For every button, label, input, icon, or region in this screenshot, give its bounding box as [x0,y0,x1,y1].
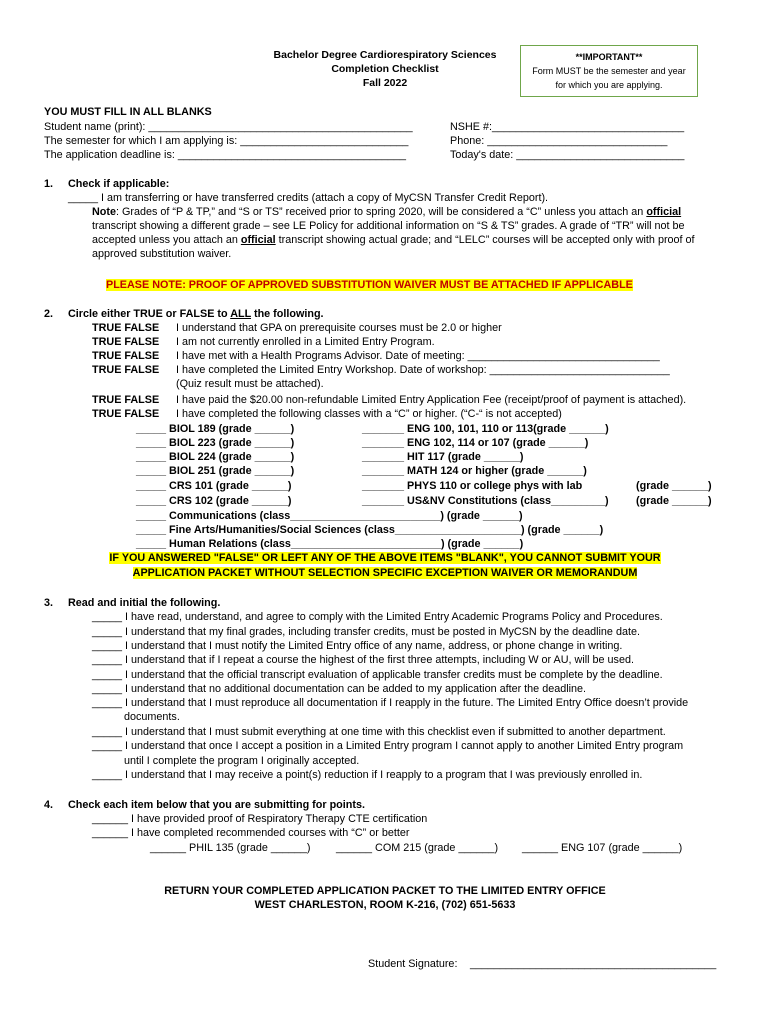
phys-grade[interactable]: (grade ______) [636,480,712,492]
course-eng-102[interactable]: _______ ENG 102, 114 or 107 (grade ______) [362,437,589,449]
initial-line-continuation: documents. [124,711,180,723]
section-2-heading-a: Circle either TRUE or FALSE to [68,308,231,320]
deadline-field[interactable]: The application deadline is: ______________________________________ [44,149,407,161]
course-biol-251[interactable]: _____ BIOL 251 (grade ______) [136,465,295,477]
return-instructions-2: WEST CHARLESTON, ROOM K-216, (702) 651-5633 [254,899,516,911]
title-line-1: Bachelor Degree Cardiorespiratory Sciences [273,49,497,61]
warning-line-2 [0,566,770,580]
course-eng-107[interactable]: ______ ENG 107 (grade ______) [522,842,683,854]
true-false-options[interactable]: TRUE FALSE [92,350,160,362]
statement-advisor-meeting[interactable]: I have met with a Health Programs Advisor. Date of meeting: ________________________________ [176,350,660,362]
transfer-credits-line[interactable]: _____ I am transferring or have transferred credits (attach a copy of MyCSN Transfer Credit Report). [68,192,549,204]
note-line-3 [92,233,695,247]
statement-quiz-result: (Quiz result must be attached). [176,378,324,390]
warning-line-1 [0,551,770,565]
fill-blanks-heading: YOU MUST FILL IN ALL BLANKS [44,106,212,118]
phone-field[interactable]: Phone: ______________________________ [450,135,668,147]
warning-text-2: APPLICATION PACKET WITHOUT SELECTION SPECIFIC EXCEPTION WAIVER OR MEMORANDUM [132,567,638,579]
important-line-1: Form MUST be the semester and year [532,66,686,76]
initial-line[interactable]: _____ I understand that the official transcript evaluation of applicable transfer credits must be complete by the deadline. [92,669,663,681]
title-line-3: Fall 2022 [362,77,408,89]
section-4-heading: Check each item below that you are submitting for points. [68,799,365,811]
initial-line[interactable]: _____ I understand that I must reproduce all documentation if I reapply in the future. The Limited Entry Office doesn’t provide [92,697,689,709]
please-note-text: PLEASE NOTE: PROOF OF APPROVED SUBSTITUTION WAIVER MUST BE ATTACHED IF APPLICABLE [106,279,633,291]
course-human-relations[interactable]: _____ Human Relations (class_________________________) (grade ______) [136,538,524,550]
course-biol-224[interactable]: _____ BIOL 224 (grade ______) [136,451,295,463]
initial-line[interactable]: _____ I have read, understand, and agree to comply with the Limited Entry Academic Programs Policy and Procedures. [92,611,663,623]
note-text: : Grades of “P & TP,” and “S or TS” received prior to spring 2020, will be considered a “C” unless you attach an [116,206,647,218]
important-notice-box [520,45,698,97]
initial-line-continuation: until I complete the program I originally accepted. [124,755,360,767]
please-note-banner [106,278,633,292]
official-emphasis-1: official [646,206,682,218]
nshe-field[interactable]: NSHE #:________________________________ [450,121,685,133]
course-hit-117[interactable]: _______ HIT 117 (grade ______) [362,451,524,463]
note-line-4: approved substitution waiver. [92,248,232,260]
section-3-number: 3. [44,597,54,609]
signature-field[interactable]: _________________________________________ [470,958,717,970]
important-title: **IMPORTANT** [575,52,643,62]
course-phil-135[interactable]: ______ PHIL 135 (grade ______) [150,842,311,854]
initial-line[interactable]: _____ I understand that once I accept a position in a Limited Entry program I cannot apply to another Limited Entry program [92,740,684,752]
section-2-heading-b: the following. [250,308,324,320]
note-line-3a: accepted unless you attach an [92,234,241,246]
section-1-number: 1. [44,178,54,190]
course-crs-102[interactable]: _____ CRS 102 (grade ______) [136,495,292,507]
course-com-215[interactable]: ______ COM 215 (grade ______) [336,842,499,854]
true-false-options[interactable]: TRUE FALSE [92,364,160,376]
course-phys-110[interactable]: _______ PHYS 110 or college phys with lab [362,480,583,492]
title-line-2: Completion Checklist [331,63,439,75]
student-name-field[interactable]: Student name (print): ____________________________________________ [44,121,413,133]
course-eng-100[interactable]: _______ ENG 100, 101, 110 or 113(grade ______) [362,423,609,435]
initial-line[interactable]: _____ I understand that I must submit everything at one time with this checklist even if submitted to another department. [92,726,666,738]
cte-certification-line[interactable]: ______ I have provided proof of Respiratory Therapy CTE certification [92,813,428,825]
statement-not-enrolled: I am not currently enrolled in a Limited Entry Program. [176,336,435,348]
recommended-courses-line: ______ I have completed recommended courses with “C” or better [92,827,410,839]
statement-gpa: I understand that GPA on prerequisite courses must be 2.0 or higher [176,322,502,334]
section-3-heading: Read and initial the following. [68,597,221,609]
course-communications[interactable]: _____ Communications (class_________________________) (grade ______) [136,510,523,522]
section-4-number: 4. [44,799,54,811]
return-instructions-1: RETURN YOUR COMPLETED APPLICATION PACKET TO THE LIMITED ENTRY OFFICE [164,885,606,897]
note-label: Note [92,206,116,218]
statement-completed-classes: I have completed the following classes with a “C” or higher. (“C-“ is not accepted) [176,408,562,420]
true-false-options[interactable]: TRUE FALSE [92,322,160,334]
initial-line[interactable]: _____ I understand that I may receive a point(s) reduction if I reapply to a program that I was previously enrolled in. [92,769,643,781]
us-nv-grade[interactable]: (grade ______) [636,495,712,507]
section-2-heading-all: ALL [230,308,251,320]
course-crs-101[interactable]: _____ CRS 101 (grade ______) [136,480,292,492]
true-false-options[interactable]: TRUE FALSE [92,336,160,348]
statement-workshop[interactable]: I have completed the Limited Entry Workshop. Date of workshop: ______________________________ [176,364,670,376]
semester-field[interactable]: The semester for which I am applying is: ____________________________ [44,135,409,147]
statement-application-fee: I have paid the $20.00 non-refundable Limited Entry Application Fee (receipt/proof of payment is attached). [176,394,687,406]
section-2-number: 2. [44,308,54,320]
initial-line[interactable]: _____ I understand that I must notify the Limited Entry office of any name, address, or phone change in writing. [92,640,623,652]
true-false-options[interactable]: TRUE FALSE [92,394,160,406]
todays-date-field[interactable]: Today's date: ____________________________ [450,149,685,161]
note-line [92,205,681,219]
course-math-124[interactable]: _______ MATH 124 or higher (grade ______) [362,465,587,477]
course-biol-189[interactable]: _____ BIOL 189 (grade ______) [136,423,295,435]
initial-line[interactable]: _____ I understand that if I repeat a course the highest of the first three attempts, including W or AU, will be used. [92,654,634,666]
course-biol-223[interactable]: _____ BIOL 223 (grade ______) [136,437,295,449]
warning-text-1: IF YOU ANSWERED "FALSE" OR LEFT ANY OF THE ABOVE ITEMS "BLANK", YOU CANNOT SUBMIT YOUR [109,552,661,564]
initial-line[interactable]: _____ I understand that no additional documentation can be added to my application after the deadline. [92,683,587,695]
course-us-nv-constitutions[interactable]: _______ US&NV Constitutions (class_________) [362,495,609,507]
important-line-2: for which you are applying. [555,80,663,90]
section-2-heading [68,307,324,321]
official-emphasis-2: official [240,234,276,246]
course-fine-arts[interactable]: _____ Fine Arts/Humanities/Social Sciences (class_____________________) (grade ______) [136,524,604,536]
section-1-heading: Check if applicable: [68,178,170,190]
true-false-options[interactable]: TRUE FALSE [92,408,160,420]
initial-line[interactable]: _____ I understand that my final grades, including transfer credits, must be posted in MyCSN by the deadline date. [92,626,640,638]
note-line-3b: transcript showing actual grade; and “LELC” courses will be accepted only with proof of [275,234,695,246]
signature-label: Student Signature: [368,958,458,970]
note-line-2: transcript showing a different grade – see LE Policy for additional information on “S & TS” grades. A grade of “TR” will not be [92,220,685,232]
